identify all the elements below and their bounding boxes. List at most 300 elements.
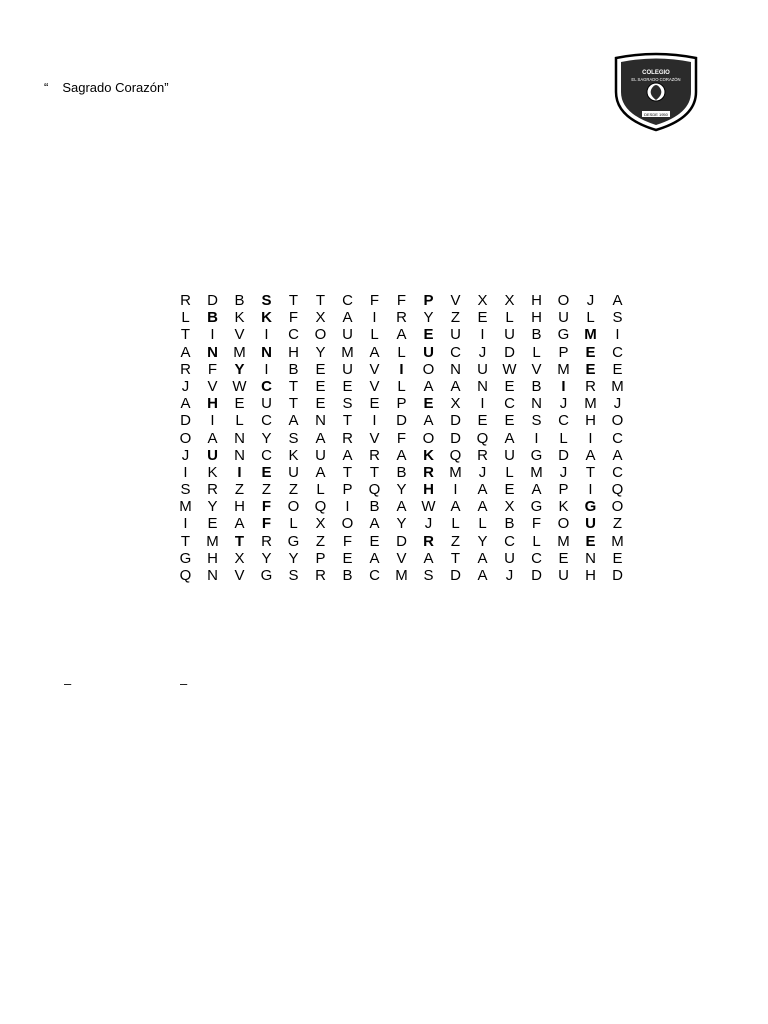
grid-letter: Q: [449, 446, 462, 464]
grid-letter: L: [235, 412, 244, 430]
grid-letter: E: [423, 326, 434, 344]
grid-letter: C: [261, 446, 272, 464]
grid-letter: N: [315, 412, 326, 430]
grid-letter: R: [207, 481, 218, 499]
school-crest-logo: [612, 52, 700, 132]
grid-letter: A: [396, 446, 407, 464]
grid-letter: H: [585, 567, 596, 584]
grid-letter: W: [232, 377, 247, 395]
grid-letter: J: [424, 515, 433, 533]
grid-letter: O: [557, 292, 570, 309]
grid-letter: K: [558, 498, 569, 516]
grid-letter: I: [372, 309, 377, 327]
grid-row: [172, 550, 634, 567]
grid-letter: A: [423, 412, 434, 430]
grid-letter: H: [288, 343, 299, 361]
grid-letter: Q: [179, 567, 192, 584]
grid-letter: E: [585, 360, 596, 378]
grid-letter: V: [234, 326, 245, 344]
grid-letter: L: [397, 343, 406, 361]
grid-letter: G: [179, 549, 192, 567]
grid-letter: L: [316, 481, 325, 499]
grid-letter: Y: [423, 309, 434, 327]
grid-letter: A: [423, 549, 434, 567]
grid-letter: K: [261, 309, 272, 327]
grid-letter: O: [179, 429, 192, 447]
grid-letter: F: [207, 360, 218, 378]
grid-row: [172, 395, 634, 412]
grid-letter: I: [534, 429, 539, 447]
grid-letter: C: [342, 292, 353, 309]
grid-letter: B: [396, 463, 407, 481]
grid-letter: G: [530, 498, 543, 516]
grid-letter: Q: [368, 481, 381, 499]
logo-line3: DESDE 1950: [644, 112, 668, 117]
grid-letter: A: [612, 446, 623, 464]
grid-letter: L: [586, 309, 595, 327]
answer-line-2: –: [180, 676, 188, 691]
grid-letter: U: [504, 549, 515, 567]
grid-letter: X: [315, 309, 326, 327]
grid-letter: P: [315, 549, 326, 567]
logo-line1: COLEGIO: [642, 70, 670, 76]
grid-letter: X: [504, 498, 515, 516]
grid-letter: A: [180, 395, 191, 413]
grid-letter: Y: [315, 343, 326, 361]
grid-letter: K: [423, 446, 434, 464]
grid-letter: L: [559, 429, 568, 447]
grid-letter: M: [611, 377, 624, 395]
grid-letter: A: [585, 446, 596, 464]
grid-letter: I: [588, 481, 593, 499]
grid-letter: D: [450, 567, 461, 584]
grid-letter: W: [502, 360, 517, 378]
grid-letter: T: [450, 549, 461, 567]
grid-letter: T: [288, 292, 299, 309]
grid-letter: E: [234, 395, 245, 413]
grid-letter: E: [207, 515, 218, 533]
grid-letter: E: [504, 412, 515, 430]
grid-letter: J: [559, 463, 568, 481]
grid-letter: T: [342, 412, 353, 430]
grid-letter: C: [504, 532, 515, 550]
grid-letter: U: [558, 567, 569, 584]
grid-letter: E: [585, 532, 596, 550]
grid-letter: R: [180, 292, 191, 309]
grid-letter: A: [450, 498, 461, 516]
logo-line2: EL SAGRADO CORAZÓN: [631, 77, 681, 82]
grid-letter: H: [585, 412, 596, 430]
grid-letter: M: [584, 395, 597, 413]
grid-letter: B: [234, 292, 245, 309]
grid-letter: U: [504, 446, 515, 464]
grid-letter: J: [478, 343, 487, 361]
grid-row: [172, 481, 634, 498]
answer-line-1: –: [64, 676, 72, 691]
grid-letter: X: [450, 395, 461, 413]
grid-letter: Z: [261, 481, 272, 499]
grid-row: [172, 464, 634, 481]
grid-letter: S: [423, 567, 434, 584]
school-name: Sagrado Corazón”: [62, 80, 169, 95]
grid-letter: E: [558, 549, 569, 567]
grid-letter: O: [422, 360, 435, 378]
grid-letter: F: [396, 292, 407, 309]
grid-letter: U: [261, 395, 272, 413]
grid-letter: Z: [288, 481, 299, 499]
grid-letter: E: [342, 377, 353, 395]
grid-letter: B: [342, 567, 353, 584]
grid-letter: R: [396, 309, 407, 327]
grid-letter: N: [234, 429, 245, 447]
grid-letter: H: [234, 498, 245, 516]
grid-letter: P: [342, 481, 353, 499]
grid-letter: A: [423, 377, 434, 395]
grid-letter: I: [615, 326, 620, 344]
grid-letter: L: [370, 326, 379, 344]
grid-letter: E: [585, 343, 596, 361]
grid-letter: P: [423, 292, 434, 309]
grid-letter: J: [505, 567, 514, 584]
grid-letter: O: [287, 498, 300, 516]
grid-letter: C: [612, 429, 623, 447]
grid-letter: L: [532, 532, 541, 550]
grid-letter: U: [207, 446, 218, 464]
grid-letter: S: [288, 567, 299, 584]
grid-letter: Q: [476, 429, 489, 447]
grid-letter: L: [289, 515, 298, 533]
school-header: [44, 80, 169, 95]
grid-letter: S: [261, 292, 272, 309]
grid-letter: A: [369, 515, 380, 533]
grid-letter: J: [559, 395, 568, 413]
grid-letter: T: [180, 532, 191, 550]
grid-letter: T: [315, 292, 326, 309]
grid-letter: G: [260, 567, 273, 584]
grid-letter: L: [505, 309, 514, 327]
grid-letter: M: [233, 343, 246, 361]
grid-letter: R: [315, 567, 326, 584]
grid-letter: N: [450, 360, 461, 378]
grid-letter: S: [288, 429, 299, 447]
grid-letter: A: [504, 429, 515, 447]
grid-letter: C: [612, 343, 623, 361]
grid-letter: R: [180, 360, 191, 378]
grid-letter: J: [586, 292, 595, 309]
grid-letter: V: [369, 360, 380, 378]
grid-letter: M: [557, 360, 570, 378]
grid-letter: U: [585, 515, 596, 533]
grid-letter: I: [183, 463, 188, 481]
grid-letter: Z: [315, 532, 326, 550]
grid-letter: U: [504, 326, 515, 344]
grid-letter: E: [612, 549, 623, 567]
grid-letter: C: [288, 326, 299, 344]
grid-letter: C: [612, 463, 623, 481]
grid-letter: U: [342, 326, 353, 344]
grid-letter: J: [478, 463, 487, 481]
grid-letter: Y: [207, 498, 218, 516]
grid-row: [172, 378, 634, 395]
grid-letter: D: [180, 412, 191, 430]
grid-letter: D: [531, 567, 542, 584]
grid-letter: I: [183, 515, 188, 533]
grid-letter: E: [477, 309, 488, 327]
grid-row: [172, 533, 634, 550]
grid-letter: B: [207, 309, 218, 327]
grid-letter: I: [561, 377, 566, 395]
grid-letter: T: [180, 326, 191, 344]
grid-letter: Y: [396, 515, 407, 533]
grid-letter: E: [477, 412, 488, 430]
grid-letter: A: [180, 343, 191, 361]
grid-letter: A: [342, 446, 353, 464]
grid-letter: G: [557, 326, 570, 344]
grid-letter: O: [422, 429, 435, 447]
grid-letter: O: [611, 498, 624, 516]
grid-letter: A: [369, 549, 380, 567]
grid-letter: B: [504, 515, 515, 533]
grid-letter: E: [261, 463, 272, 481]
grid-letter: I: [372, 412, 377, 430]
grid-letter: E: [315, 395, 326, 413]
grid-letter: Y: [261, 429, 272, 447]
grid-letter: M: [206, 532, 219, 550]
grid-letter: J: [181, 377, 190, 395]
grid-letter: Z: [450, 532, 461, 550]
grid-letter: M: [557, 532, 570, 550]
grid-letter: A: [477, 481, 488, 499]
grid-letter: D: [396, 532, 407, 550]
grid-letter: D: [504, 343, 515, 361]
grid-letter: E: [504, 481, 515, 499]
grid-letter: D: [207, 292, 218, 309]
grid-row: [172, 447, 634, 464]
grid-letter: B: [288, 360, 299, 378]
grid-letter: A: [315, 429, 326, 447]
grid-letter: M: [341, 343, 354, 361]
grid-letter: A: [477, 498, 488, 516]
grid-letter: U: [315, 446, 326, 464]
grid-letter: J: [181, 446, 190, 464]
grid-letter: C: [261, 412, 272, 430]
opening-quote: “: [44, 80, 49, 95]
grid-letter: Y: [396, 481, 407, 499]
grid-letter: R: [261, 532, 272, 550]
grid-letter: A: [450, 377, 461, 395]
grid-letter: N: [207, 343, 218, 361]
grid-letter: T: [288, 377, 299, 395]
grid-letter: X: [315, 515, 326, 533]
grid-letter: D: [450, 412, 461, 430]
grid-letter: I: [480, 395, 485, 413]
grid-letter: I: [210, 326, 215, 344]
grid-letter: V: [396, 549, 407, 567]
grid-letter: I: [345, 498, 350, 516]
grid-letter: J: [613, 395, 622, 413]
grid-letter: N: [261, 343, 272, 361]
grid-letter: A: [477, 567, 488, 584]
grid-letter: F: [396, 429, 407, 447]
grid-letter: S: [342, 395, 353, 413]
grid-letter: R: [585, 377, 596, 395]
grid-letter: D: [558, 446, 569, 464]
grid-letter: D: [396, 412, 407, 430]
grid-letter: F: [342, 532, 353, 550]
grid-letter: N: [585, 549, 596, 567]
grid-letter: B: [369, 498, 380, 516]
grid-letter: C: [558, 412, 569, 430]
grid-letter: I: [399, 360, 404, 378]
grid-letter: A: [207, 429, 218, 447]
grid-letter: G: [287, 532, 300, 550]
grid-letter: M: [530, 463, 543, 481]
grid-row: [172, 292, 634, 309]
grid-letter: L: [532, 343, 541, 361]
grid-letter: A: [369, 343, 380, 361]
grid-row: [172, 309, 634, 326]
grid-letter: D: [450, 429, 461, 447]
grid-letter: S: [531, 412, 542, 430]
grid-letter: T: [342, 463, 353, 481]
grid-letter: E: [342, 549, 353, 567]
grid-letter: F: [288, 309, 299, 327]
grid-letter: M: [179, 498, 192, 516]
grid-letter: U: [558, 309, 569, 327]
grid-letter: T: [288, 395, 299, 413]
grid-letter: E: [369, 532, 380, 550]
grid-letter: K: [288, 446, 299, 464]
grid-letter: O: [557, 515, 570, 533]
grid-letter: M: [584, 326, 597, 344]
grid-letter: E: [612, 360, 623, 378]
grid-letter: I: [264, 360, 269, 378]
grid-letter: E: [369, 395, 380, 413]
grid-letter: N: [477, 377, 488, 395]
grid-letter: T: [585, 463, 596, 481]
grid-letter: N: [207, 567, 218, 584]
grid-letter: I: [480, 326, 485, 344]
grid-row: [172, 361, 634, 378]
grid-letter: R: [477, 446, 488, 464]
grid-letter: H: [531, 292, 542, 309]
grid-letter: P: [396, 395, 407, 413]
grid-letter: V: [207, 377, 218, 395]
grid-row: [172, 498, 634, 515]
grid-letter: I: [588, 429, 593, 447]
grid-letter: G: [584, 498, 597, 516]
grid-letter: H: [207, 549, 218, 567]
grid-letter: W: [421, 498, 436, 516]
grid-letter: A: [531, 481, 542, 499]
grid-letter: M: [611, 532, 624, 550]
grid-letter: F: [261, 498, 272, 516]
grid-letter: A: [396, 326, 407, 344]
grid-letter: H: [531, 309, 542, 327]
grid-letter: L: [478, 515, 487, 533]
grid-letter: N: [531, 395, 542, 413]
grid-letter: X: [504, 292, 515, 309]
grid-letter: U: [423, 343, 434, 361]
grid-letter: Y: [288, 549, 299, 567]
grid-letter: X: [234, 549, 245, 567]
grid-letter: C: [504, 395, 515, 413]
grid-letter: C: [450, 343, 461, 361]
grid-row: [172, 344, 634, 361]
grid-letter: U: [477, 360, 488, 378]
grid-letter: E: [315, 360, 326, 378]
grid-letter: Z: [450, 309, 461, 327]
grid-letter: A: [234, 515, 245, 533]
grid-letter: B: [531, 326, 542, 344]
grid-letter: L: [451, 515, 460, 533]
grid-letter: A: [477, 549, 488, 567]
grid-letter: A: [612, 292, 623, 309]
grid-letter: Y: [261, 549, 272, 567]
grid-letter: U: [342, 360, 353, 378]
grid-letter: T: [234, 532, 245, 550]
grid-letter: O: [314, 326, 327, 344]
grid-letter: P: [558, 343, 569, 361]
grid-letter: V: [369, 429, 380, 447]
grid-letter: A: [342, 309, 353, 327]
grid-letter: U: [450, 326, 461, 344]
grid-row: [172, 430, 634, 447]
grid-letter: C: [531, 549, 542, 567]
grid-letter: R: [423, 463, 434, 481]
grid-letter: Q: [611, 481, 624, 499]
grid-letter: L: [397, 377, 406, 395]
grid-letter: H: [207, 395, 218, 413]
grid-letter: Y: [477, 532, 488, 550]
grid-letter: Q: [314, 498, 327, 516]
grid-letter: R: [369, 446, 380, 464]
grid-letter: N: [234, 446, 245, 464]
word-search-grid: [172, 292, 634, 584]
grid-letter: I: [237, 463, 242, 481]
grid-letter: V: [234, 567, 245, 584]
grid-letter: A: [315, 463, 326, 481]
grid-letter: S: [180, 481, 191, 499]
grid-letter: A: [288, 412, 299, 430]
grid-letter: T: [369, 463, 380, 481]
grid-letter: V: [531, 360, 542, 378]
grid-letter: F: [531, 515, 542, 533]
grid-letter: O: [341, 515, 354, 533]
grid-letter: H: [423, 481, 434, 499]
grid-letter: F: [261, 515, 272, 533]
grid-letter: V: [369, 377, 380, 395]
grid-letter: V: [450, 292, 461, 309]
grid-letter: M: [449, 463, 462, 481]
grid-letter: C: [261, 377, 272, 395]
grid-letter: Z: [612, 515, 623, 533]
grid-letter: I: [453, 481, 458, 499]
grid-row: [172, 567, 634, 584]
grid-row: [172, 412, 634, 429]
grid-letter: R: [423, 532, 434, 550]
grid-letter: L: [505, 463, 514, 481]
grid-letter: D: [612, 567, 623, 584]
grid-letter: E: [423, 395, 434, 413]
grid-letter: Y: [234, 360, 245, 378]
grid-letter: X: [477, 292, 488, 309]
grid-row: [172, 326, 634, 343]
grid-letter: I: [264, 326, 269, 344]
grid-letter: E: [504, 377, 515, 395]
grid-letter: I: [210, 412, 215, 430]
grid-letter: C: [369, 567, 380, 584]
